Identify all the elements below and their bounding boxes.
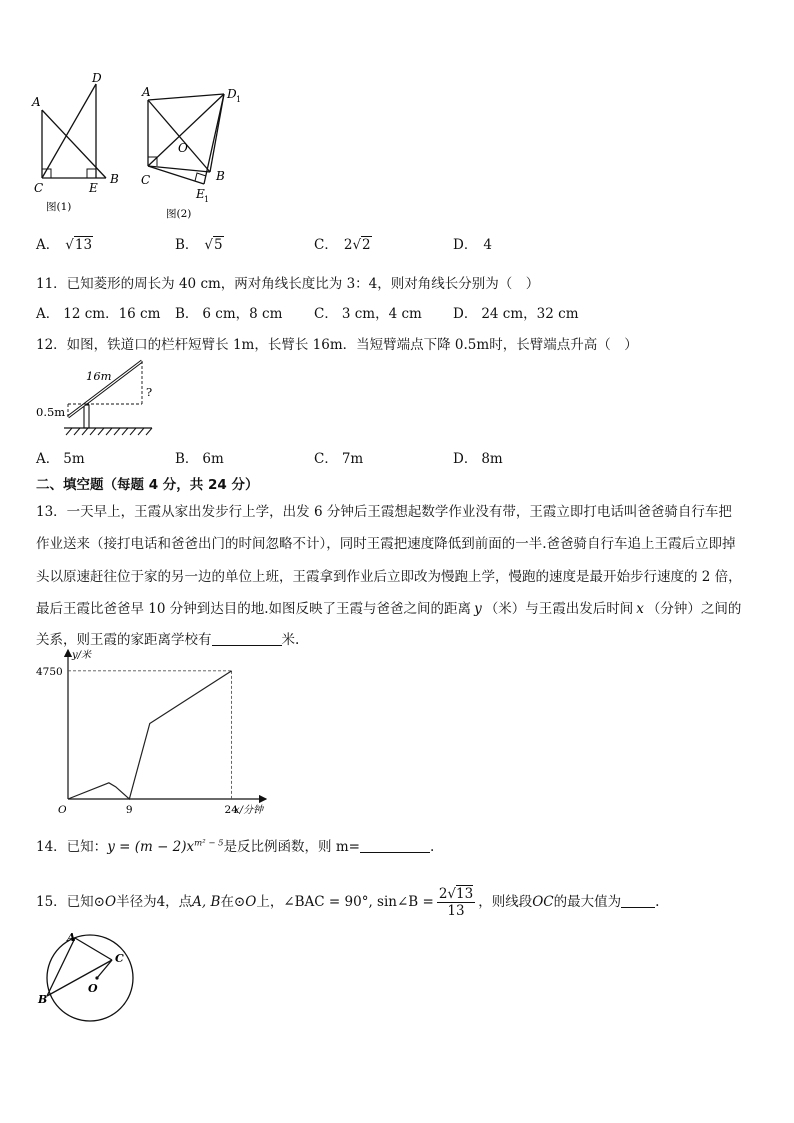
figure-2 <box>138 80 250 222</box>
q11-option-c <box>314 302 422 322</box>
label-b: B <box>38 993 48 1006</box>
circle-o <box>47 935 133 1021</box>
origin-label: O <box>58 804 67 816</box>
q10-option-b <box>175 233 224 253</box>
option-letter: C． <box>314 306 338 322</box>
option-letter: A． <box>36 306 60 322</box>
label-unknown: ? <box>146 385 153 399</box>
q13-text: （分钟）之间的 <box>646 601 742 617</box>
q12-stem: 12．如图，铁道口的栏杆短臂长 1m，长臂长 16m．当短臂端点下降 0.5m时，长臂端点升高（ ） <box>36 337 638 353</box>
x-axis-label: x/分钟 <box>234 805 264 816</box>
label-d1: D <box>227 87 237 101</box>
option-letter: D． <box>453 237 478 253</box>
q13-text: （米）与王霞出发后时间 <box>484 601 634 617</box>
num-4: 4 <box>156 894 166 910</box>
q13-line-2: 作业送来（接打电话和爸爸出门的时间忽略不计），同时王霞把速度降低到前面的一半.爸爸骑自行车追上王霞后立即掉 <box>36 536 736 552</box>
q12-option-c <box>314 447 363 467</box>
label-c: C <box>141 173 151 187</box>
label-c: C <box>34 181 44 195</box>
section-heading: 二、填空题（每题 4 分，共 24 分） <box>36 477 259 493</box>
option-value: 13 <box>74 237 93 253</box>
q10-option-c <box>314 233 372 253</box>
label-o: O <box>178 141 188 155</box>
label-a: A <box>67 931 76 944</box>
sqrt-symbol: √ <box>204 237 214 253</box>
q11-option-d <box>453 302 579 322</box>
q13-line-5 <box>36 628 299 648</box>
q11-stem: 11．已知菱形的周长为 40 cm，两对角线长度比为 3：4，则对角线长分别为（ ） <box>36 276 540 292</box>
option-letter: A． <box>36 237 60 253</box>
option-value: 5m <box>63 451 85 467</box>
option-value: 6m <box>202 451 224 467</box>
label-d: D <box>92 71 102 85</box>
label-e1-sub: 1 <box>204 195 210 204</box>
q15-text: 半径为 <box>116 894 157 910</box>
fraction-coef: 2 <box>438 886 448 902</box>
y-tick-label: 4750 <box>36 665 63 678</box>
label-c: C <box>115 952 124 965</box>
q13-line-1: 13．一天早上，王霞从家出发步行上学，出发 6 分钟后王霞想起数学作业没有带，王霞立即打电话叫爸爸骑自行车把 <box>36 504 732 520</box>
q13-chart <box>34 646 274 818</box>
label-e: E <box>89 181 98 195</box>
option-letter: D． <box>453 306 478 322</box>
caption-fig1: 图(1) <box>46 201 72 213</box>
answer-blank[interactable] <box>212 631 282 646</box>
angle-expression: ∠BAC = 90°, sin∠B = <box>283 894 434 910</box>
fraction: $\frac{2√13}{13}$ <box>438 886 474 919</box>
option-letter: A． <box>36 451 60 467</box>
barrier-post <box>84 405 89 428</box>
label-long-arm: 16m <box>86 369 112 383</box>
option-letter: B． <box>175 451 199 467</box>
segment-bc <box>47 960 112 996</box>
right-angle-e <box>87 169 96 178</box>
option-value: 24 cm，32 cm <box>481 306 579 322</box>
option-value: 4 <box>483 237 492 253</box>
q14-text: 是反比例函数，则 m= <box>223 839 360 855</box>
label-d1-sub: 1 <box>236 95 242 104</box>
var-o: O <box>105 894 117 910</box>
option-value: 12 cm．16 cm <box>63 306 161 322</box>
q15-text: 15．已知⊙ <box>36 894 105 910</box>
q15-text: 的最大值为 <box>553 894 622 910</box>
formula-body: = (m − 2)x <box>114 839 195 855</box>
q15-text: ，则线段 <box>478 894 533 910</box>
option-value: 6 cm，8 cm <box>202 306 283 322</box>
label-a: A <box>142 85 151 99</box>
label-o: O <box>88 982 98 995</box>
option-letter: D． <box>453 451 478 467</box>
q10-option-d <box>453 233 492 253</box>
q11-option-a <box>36 302 160 322</box>
option-letter: C． <box>314 451 338 467</box>
option-coef: 2 <box>343 237 353 253</box>
option-value: 5 <box>214 237 223 253</box>
option-letter: B． <box>175 237 199 253</box>
option-value: 7m <box>341 451 364 467</box>
q11-option-b <box>175 302 282 322</box>
q13-line-3: 头以原速赶往位于家的另一边的单位上班，王霞拿到作业后立即改为慢跑上学，慢跑的速度是最开始步行速度的 2 倍， <box>36 569 742 585</box>
q15-text: 上， <box>256 894 284 910</box>
formula-y: y <box>107 839 115 855</box>
x-tick-label: 24 <box>224 804 238 816</box>
option-value: 2 <box>362 237 371 253</box>
sqrt-symbol: √ <box>352 237 362 253</box>
formula-exponent: m² − 5 <box>194 838 224 849</box>
q15-line <box>36 886 659 919</box>
x-tick-label: 9 <box>125 804 133 816</box>
q13-line-4 <box>36 597 741 617</box>
ground-hatch <box>66 428 152 435</box>
label-e1: E <box>196 187 205 201</box>
q15-text: 在⊙ <box>220 894 246 910</box>
segment-cd <box>42 84 96 178</box>
q15-figure <box>34 930 142 1026</box>
figure-1 <box>30 70 130 218</box>
q12-figure <box>34 358 162 440</box>
q14-text: 14．已知： <box>36 839 108 855</box>
answer-blank[interactable] <box>621 893 655 908</box>
label-b: B <box>110 172 119 186</box>
option-letter: C． <box>314 237 338 253</box>
segment-oc <box>97 960 112 978</box>
q15-text: . <box>655 894 660 910</box>
q15-text: ，点 <box>165 894 193 910</box>
q12-option-d <box>453 447 503 467</box>
label-b: B <box>216 169 225 183</box>
var-y: y <box>474 601 482 617</box>
option-value: 8m <box>481 451 503 467</box>
caption-fig2: 图(2) <box>166 208 192 220</box>
y-axis-label: y/米 <box>72 650 92 661</box>
q13-text: 米. <box>281 632 300 648</box>
fraction-denominator: 13 <box>447 903 465 919</box>
series-line <box>68 671 232 799</box>
q12-option-b <box>175 447 224 467</box>
center-dot <box>95 976 98 979</box>
option-letter: B． <box>175 306 199 322</box>
q13-text: 最后王霞比爸爸早 10 分钟到达目的地.如图反映了王霞与爸爸之间的距离 <box>36 601 472 617</box>
q10-option-a <box>36 233 93 253</box>
var-ab: A, B <box>192 894 221 910</box>
option-value: 3 cm，4 cm <box>341 306 422 322</box>
fraction-root: 13 <box>456 886 474 902</box>
q13-text: 关系，则王霞的家距离学校有 <box>36 632 212 648</box>
var-x: x <box>636 601 644 617</box>
label-a: A <box>32 95 41 109</box>
var-o: O <box>245 894 257 910</box>
sqrt-symbol: √ <box>65 237 74 253</box>
var-oc: OC <box>532 894 554 910</box>
label-short-drop: 0.5m <box>36 405 66 419</box>
segment-ad1 <box>148 94 224 100</box>
q14-line <box>36 835 434 855</box>
q14-text: . <box>429 839 435 855</box>
answer-blank[interactable] <box>360 838 430 853</box>
segment-ac <box>75 938 112 960</box>
q12-option-a <box>36 447 85 467</box>
